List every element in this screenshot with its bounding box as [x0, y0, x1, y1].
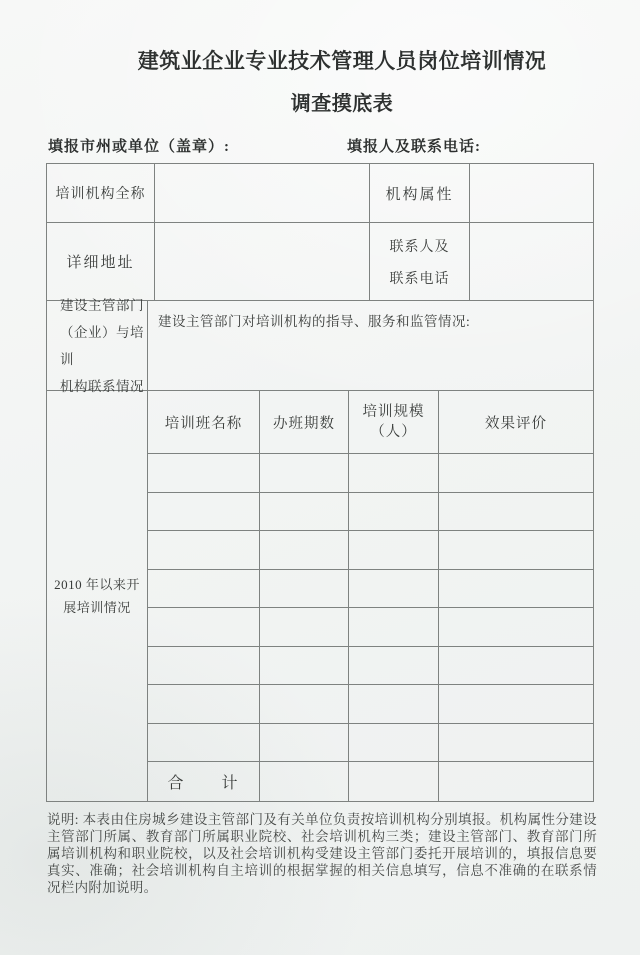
- dept-relation-section: [47, 297, 593, 394]
- training-row-blank-cell: [348, 530, 438, 569]
- training-row-blank-cell: [438, 453, 593, 492]
- training-row-blank-cell: [147, 607, 259, 646]
- address-value-cell: [154, 222, 369, 300]
- total-sessions-cell: [259, 761, 348, 801]
- contact-label-line2: 联系电话: [389, 271, 450, 287]
- total-scale-cell: [348, 761, 438, 801]
- dept-relation-label: [47, 297, 147, 394]
- training-row-blank-cell: [348, 646, 438, 685]
- training-row-blank-cell: [348, 607, 438, 646]
- training-row-blank-cell: [259, 684, 348, 723]
- training-row-blank-cell: [147, 492, 259, 531]
- training-label-line2: 展培训情况: [63, 599, 131, 615]
- training-row-blank-cell: [348, 723, 438, 762]
- column-header-sessions: 办班期数: [259, 391, 348, 453]
- training-row-blank-cell: [438, 492, 593, 531]
- filer-unit-label: 填报市州或单位（盖章）:: [48, 139, 230, 155]
- column-header-scale-line1: 培训规模: [362, 403, 425, 420]
- total-evaluation-cell: [438, 761, 593, 801]
- training-since-2010-label: [47, 391, 147, 801]
- training-row-blank-cell: [438, 530, 593, 569]
- survey-form-table: [46, 163, 594, 802]
- training-row-blank-cell: [147, 569, 259, 608]
- org-attr-label: 机构属性: [369, 164, 469, 222]
- form-title-line2: 调查摸底表: [290, 93, 394, 115]
- org-name-label: 培训机构全称: [55, 187, 146, 202]
- training-row-blank-cell: [259, 453, 348, 492]
- total-row-label: 合 计: [147, 761, 259, 801]
- training-row-blank-cell: [348, 684, 438, 723]
- training-row-blank-cell: [147, 684, 259, 723]
- training-row-blank-cell: [438, 607, 593, 646]
- column-header-scale: [348, 391, 438, 453]
- training-row-blank-cell: [348, 569, 438, 608]
- training-row-blank-cell: [438, 723, 593, 762]
- column-header-evaluation: 效果评价: [438, 391, 593, 453]
- contact-label-line1: 联系人及: [389, 239, 450, 255]
- training-row-blank-cell: [147, 723, 259, 762]
- column-header-scale-line2: （人）: [370, 423, 417, 440]
- dept-relation-content-cell: 建设主管部门对培训机构的指导、服务和监管情况:: [147, 301, 593, 390]
- column-header-class-name: 培训班名称: [147, 391, 259, 453]
- contact-value-cell: [469, 222, 593, 300]
- org-name-value-cell: [154, 164, 369, 222]
- training-row-blank-cell: [259, 569, 348, 608]
- training-row-blank-cell: [147, 453, 259, 492]
- training-row-blank-cell: [438, 569, 593, 608]
- training-row-blank-cell: [438, 684, 593, 723]
- training-row-blank-cell: [259, 723, 348, 762]
- dept-relation-label-line1: 建设主管部门: [60, 297, 144, 313]
- form-title-line1: 建筑业企业专业技术管理人员岗位培训情况: [137, 49, 547, 73]
- training-row-blank-cell: [348, 492, 438, 531]
- training-row-blank-cell: [259, 492, 348, 531]
- training-row-blank-cell: [438, 646, 593, 685]
- address-label: 详细地址: [47, 222, 154, 300]
- form-instructions-note: 说明: 本表由住房城乡建设主管部门及有关单位负责按培训机构分别填报。机构属性分建设主管部门所属、教育部门所属职业院校、社会培训机构三类；建设主管部门、教育部门所属培训机构和职业院校，以及社会培训机构受建设主管部门委托开展培训的，填报信息要真实、准确；社会培训机构自主培训的根据掌握的相关信息填写，信息不准确的在联系情况栏内附加说明。: [47, 812, 597, 895]
- dept-relation-label-line3: 机构联系情况: [60, 378, 144, 394]
- dept-relation-label-line2: （企业）与培训: [60, 324, 144, 367]
- org-info-section: [47, 164, 593, 300]
- org-attr-value-cell: [469, 164, 593, 222]
- contact-label: [369, 222, 469, 300]
- training-row-blank-cell: [259, 530, 348, 569]
- training-label-line1: 2010 年以来开: [54, 576, 140, 592]
- training-row-blank-cell: [147, 530, 259, 569]
- training-row-blank-cell: [259, 607, 348, 646]
- training-row-blank-cell: [259, 646, 348, 685]
- training-record-section: [47, 390, 593, 801]
- filer-contact-label: 填报人及联系电话:: [347, 139, 481, 155]
- training-row-blank-cell: [348, 453, 438, 492]
- training-row-blank-cell: [147, 646, 259, 685]
